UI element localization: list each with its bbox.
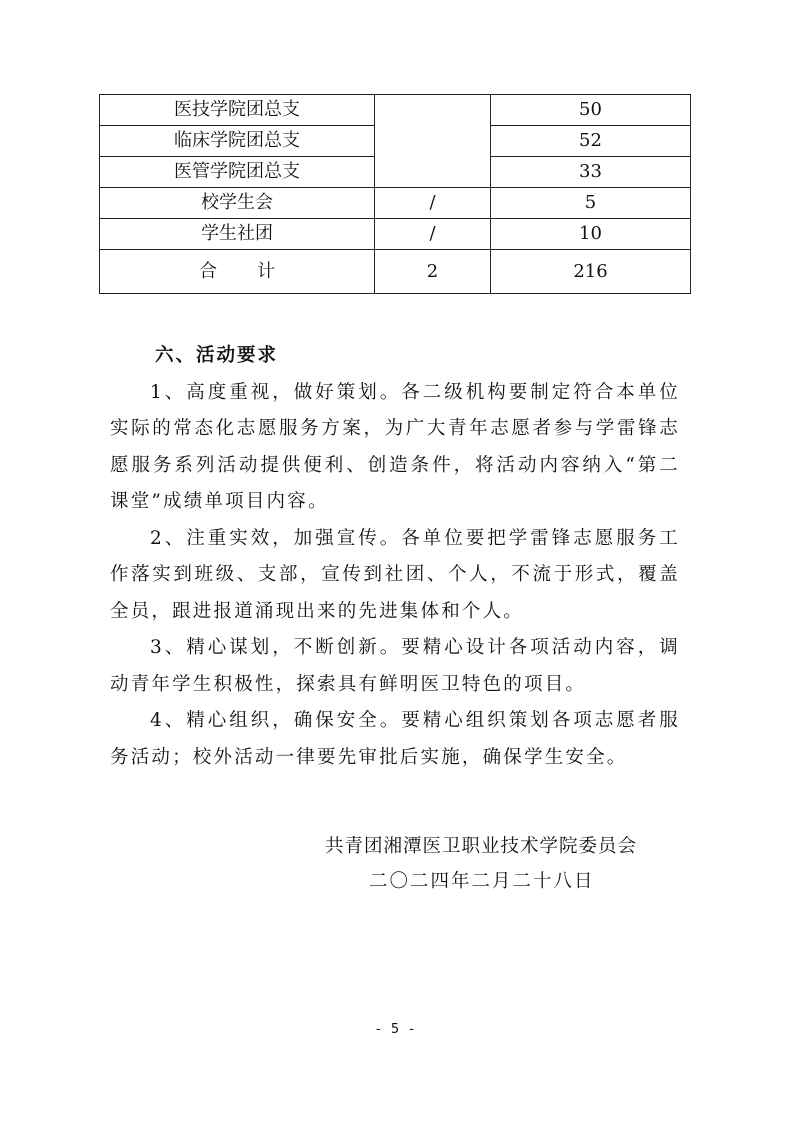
signature-date: 二〇二四年二月二十八日 — [369, 871, 595, 892]
table-cell-count: 52 — [491, 126, 691, 157]
table-cell-count: 10 — [491, 219, 691, 250]
table-cell-count: 5 — [491, 188, 691, 219]
requirement-paragraph: 3、精心谋划，不断创新。要精心设计各项活动内容，调动青年学生积极性，探索具有鲜明医卫特色的项目。 — [110, 637, 680, 695]
page-number: - 5 - — [376, 1022, 417, 1037]
table-cell-count: 33 — [491, 157, 691, 188]
table-row-total — [100, 250, 691, 294]
total-count: 216 — [491, 250, 691, 294]
total-label: 合计 — [100, 250, 375, 294]
table-cell-unit: 临床学院团总支 — [100, 126, 375, 157]
signature-block — [325, 829, 685, 899]
table-row — [100, 95, 691, 126]
table-row — [100, 188, 691, 219]
requirements-section — [110, 338, 680, 776]
table-cell-unit: 校学生会 — [100, 188, 375, 219]
total-mid: 2 — [375, 250, 491, 294]
table-row — [100, 219, 691, 250]
table-cell-merged — [375, 95, 491, 188]
section-heading: 六、活动要求 — [155, 345, 279, 366]
requirement-paragraph: 1、高度重视，做好策划。各二级机构要制定符合本单位实际的常态化志愿服务方案，为广大青年志愿者参与学雷锋志愿服务系列活动提供便利、创造条件，将活动内容纳入“第二课堂”成绩单项目内容。 — [110, 381, 680, 512]
table-cell-unit: 学生社团 — [100, 219, 375, 250]
requirement-paragraph: 2、注重实效，加强宣传。各单位要把学雷锋志愿服务工作落实到班级、支部，宣传到社团、个人，不流于形式，覆盖全员，跟进报道涌现出来的先进集体和个人。 — [110, 527, 680, 622]
table-cell-mid: / — [375, 188, 491, 219]
table-cell-unit: 医技学院团总支 — [100, 95, 375, 126]
table-cell-unit: 医管学院团总支 — [100, 157, 375, 188]
requirement-paragraph: 4、精心组织，确保安全。要精心组织策划各项志愿者服务活动；校外活动一律要先审批后实施，确保学生安全。 — [110, 710, 680, 768]
signature-org: 共青团湘潭医卫职业技术学院委员会 — [325, 836, 638, 857]
table-cell-mid: / — [375, 219, 491, 250]
quota-table — [99, 94, 691, 294]
table-cell-count: 50 — [491, 95, 691, 126]
